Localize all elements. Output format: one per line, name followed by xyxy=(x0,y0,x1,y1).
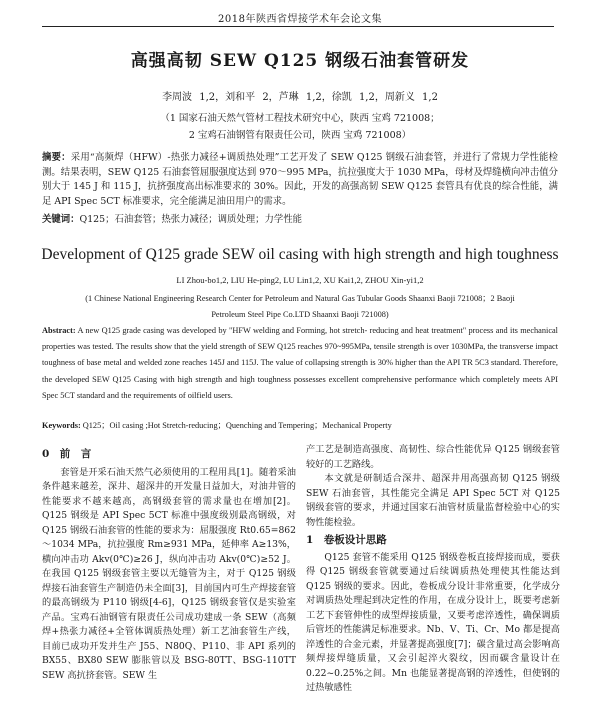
keywords-english-label: Keywords: xyxy=(42,421,81,430)
abstract-chinese xyxy=(42,151,558,209)
keywords-chinese xyxy=(42,211,558,225)
authors-chinese: 李周波 1,2，刘和平 2，芦琳 1,2，徐凯 1,2，周新义 1,2 xyxy=(162,92,438,103)
running-header: 2018年陕西省焊接学术年会论文集 xyxy=(218,14,382,25)
keywords-english xyxy=(42,419,558,431)
body-column-right xyxy=(306,443,560,723)
keywords-english-text: Q125；Oil casing ;Hot Stretch-reducing；Quenching and Tempering；Mechanical Property xyxy=(82,421,392,430)
continued-paragraph: 产工艺是制造高强度、高韧性、综合性能优异 Q125 钢级套管较好的工艺路线。 xyxy=(306,444,560,470)
affiliation-english xyxy=(52,291,548,323)
intro-paragraph-2: 本文就是研制适合深井、超深井用高强高韧 Q125 钢级 SEW 石油套管，其性能完全满足 API Spec 5CT 对 Q125 钢级套管的要求，并通过国家石油管材质量监督检验中心的实物性能检验。 xyxy=(306,473,560,528)
abstract-chinese-label: 摘要： xyxy=(42,152,71,163)
header-rule xyxy=(42,26,554,27)
section-1-heading: 1 卷板设计思路 xyxy=(306,534,387,546)
section-0-heading: 0 前 言 xyxy=(42,448,92,460)
affiliation-chinese-1: （1 国家石油天然气管材工程技术研究中心，陕西 宝鸡 721008； xyxy=(160,113,440,124)
section-1-paragraph: Q125 套管不能采用 Q125 钢级卷板直接焊接而成，要获得 Q125 钢级套管就要通过后续调质热处理使其性能达到 Q125 钢级的要求。因此，卷板成分设计非常重要，化学成分对调质热处理起到决定性的作用，在成分设计上，既要考虑新工艺下套管伸性的成型焊接质量，又要考虑淬透性，确保调质后管坯的性能满足标准要求。Nb、V、Ti、Cr、Mo 都是提高淬透性的合金元素，并显著提高强度[7]；碳含量过高会影响高频焊接焊缝质量，又会引起淬火裂纹，因而碳含量设计在 0.22~0.25%之间。Mn 也能显著提高钢的淬透性，但使钢的过热敏感性 xyxy=(306,551,560,693)
abstract-english xyxy=(42,323,558,404)
section-0-paragraph: 套管是开采石油天然气必须使用的工程用具[1]。随着采油条件越来越差，深井、超深井的开发量日益加大，对油井管的性能要求不越来越高，高钢级套管的需求量也在增加[2]。Q125 钢级是 API Spec 5CT 标准中强度级别最高钢级，对 Q125 钢级石油套管的性能的要求为：屈服强度 Rt0.65=862～1034 MPa，抗拉强度 Rm≥931 MPa，延伸率 A≥13%，横向冲击功 Akv(0℃)≥26 J，纵向冲击功 Akv(0℃)≥52 J。在我国 Q125 钢级套管主要以无缝管为主，对于 Q125 钢级焊接石油套管生产制造仍未全面[3]，目前国内可生产焊接套管的最高钢级为 P110 钢级[4-6]，Q125 钢级套管仅是实验室产品。宝鸡石油钢管有限责任公司成功建成一条 SEW（高频焊+热张力减径+全管体调质热处理）新工艺油套管生产线，目前已成功开发并生产 J55、N80Q、P110、非 API 系列的 BX55、BX80 SEW 膨胀管以及 BSG-80TT、BSG-110TT SEW 高抗挤套管。SEW 生 xyxy=(42,466,296,681)
abstract-english-label: Abstract: xyxy=(42,326,76,335)
authors-english: LI Zhou-bo1,2, LIU He-ping2, LU Lin1,2, XU Kai1,2, ZHOU Xin-yi1,2 xyxy=(176,275,424,285)
keywords-chinese-text: Q125；石油套管；热张力减径；调质处理；力学性能 xyxy=(79,214,302,225)
title-chinese: 高强高韧 SEW Q125 钢级石油套管研发 xyxy=(130,51,470,71)
affiliation-english-1: (1 Chinese National Engineering Research Center for Petroleum and Natural Gas Tubular Goods Shaanxi Baoji 721008；2 Baoji xyxy=(85,294,515,303)
body-column-left xyxy=(42,443,296,723)
keywords-chinese-label: 关键词： xyxy=(42,214,80,225)
title-english: Development of Q125 grade SEW oil casing with high strength and high toughness xyxy=(41,246,559,263)
affiliation-chinese-2: 2 宝鸡石油钢管有限责任公司，陕西 宝鸡 721008） xyxy=(188,130,412,141)
affiliation-english-2: Petroleum Steel Pipe Co.LTD Shaanxi Baoji 721008) xyxy=(211,310,389,319)
abstract-english-text: A new Q125 grade casing was developed by "HFW welding and Forming, hot stretch- reducing and heat treatment" process and its mechanical properties was tested. The results show that the yield strength of SEW Q125 reaches 970~995MPa, tensile strength is over 1030MPa, the transverse impact toughness of base metal and welded zone reaches 145J and 115J. The value of collapsing strength is 30% higher than the API TR 5C3 standard. Therefore, the developed SEW Q125 Casing with high strength and high toughness possesses excellent comprehensive performance which completely meets API Spec 5CT standard and the requirements of oilfield users. xyxy=(42,326,558,400)
abstract-chinese-text: 采用“高频焊（HFW）-热张力减径+调质热处理”工艺开发了 SEW Q125 钢级石油套管，并进行了常规力学性能检测。结果表明，SEW Q125 石油套管屈服强度达到 970～995 MPa，抗拉强度大于 1030 MPa，母材及焊缝横向冲击值分别大于 145 J 和 115 J，抗挤强度高出标准要求的 30%。因此，开发的高强高韧 SEW Q125 套管具有优良的综合性能，满足 API Spec 5CT 标准要求，完全能满足油田用户的需求。 xyxy=(42,152,558,207)
